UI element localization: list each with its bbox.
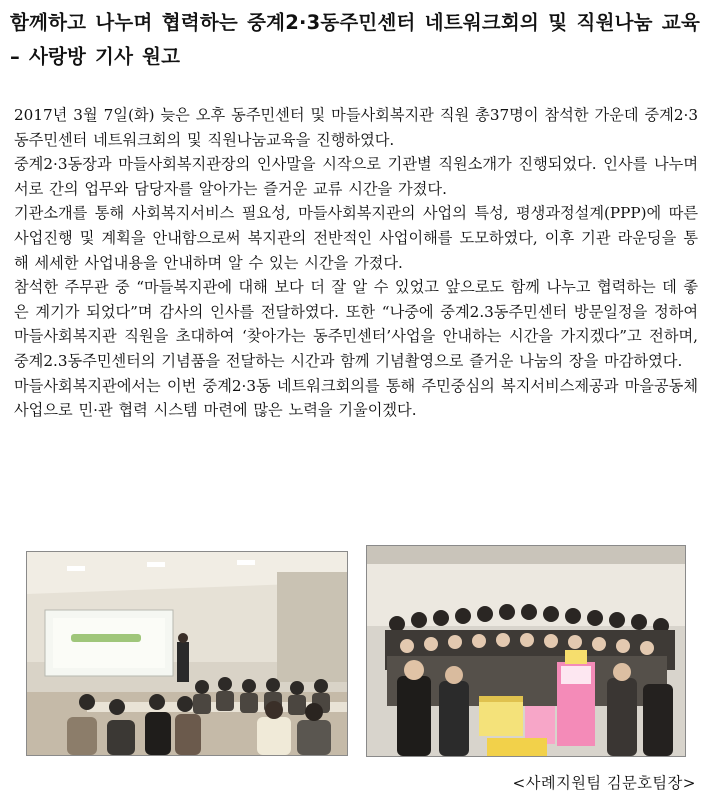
author-signature: <사례지원팀 김문호팀장> [512, 774, 696, 792]
group-photo [366, 545, 686, 757]
paragraph-4: 참석한 주무관 중 “마들복지관에 대해 보다 더 잘 알 수 있었고 앞으로도 함께 나누고 협력하는 데 좋은 계기가 되었다”며 감사의 인사를 전달하였다. 또한 “나중에 중계2.3동주민센터 방문일정을 정하여 마들사회복지관 직원을 초대하여 ‘찾아가는 동주민센터’사업을 안내하는 시간을 가지겠다”고 전하며, 중계2.3동주민센터의 기념품을 전달하는 시간과 함께 기념촬영으로 즐거운 나눔의 장을 마감하였다. [14, 278, 698, 370]
paragraph-5: 마들사회복지관에서는 이번 중계2·3동 네트워크회의를 통해 주민중심의 복지서비스제공과 마을공동체사업으로 민·관 협력 시스템 마련에 많은 노력을 기울이겠다. [14, 376, 698, 420]
paragraph-3: 기관소개를 통해 사회복지서비스 필요성, 마들사회복지관의 사업의 특성, 평생과정설계(PPP)에 따른 사업진행 및 계획을 안내함으로써 복지관의 전반적인 사업이해를 도모하였다, 이후 기관 라운딩을 통해 세세한 사업내용을 안내하며 알 수 있는 시간을 가졌다. [14, 204, 698, 272]
article-title: 함께하고 나누며 협력하는 중계2·3동주민센터 네트워크회의 및 직원나눔 교육 – 사랑방 기사 원고 [10, 11, 700, 68]
paragraph-1: 2017년 3월 7일(화) 늦은 오후 동주민센터 및 마들사회복지관 직원 총37명이 참석한 가운데 중계2·3동주민센터 네트워크회의 및 직원나눔교육을 진행하였다. [14, 106, 698, 149]
article-body [14, 103, 698, 423]
meeting-room-photo [26, 551, 348, 756]
paragraph-2: 중계2·3동장과 마들사회복지관장의 인사말을 시작으로 기관별 직원소개가 진행되었다. 인사를 나누며 서로 간의 업무와 담당자를 알아가는 즐거운 교류 시간을 가졌다. [14, 155, 698, 198]
